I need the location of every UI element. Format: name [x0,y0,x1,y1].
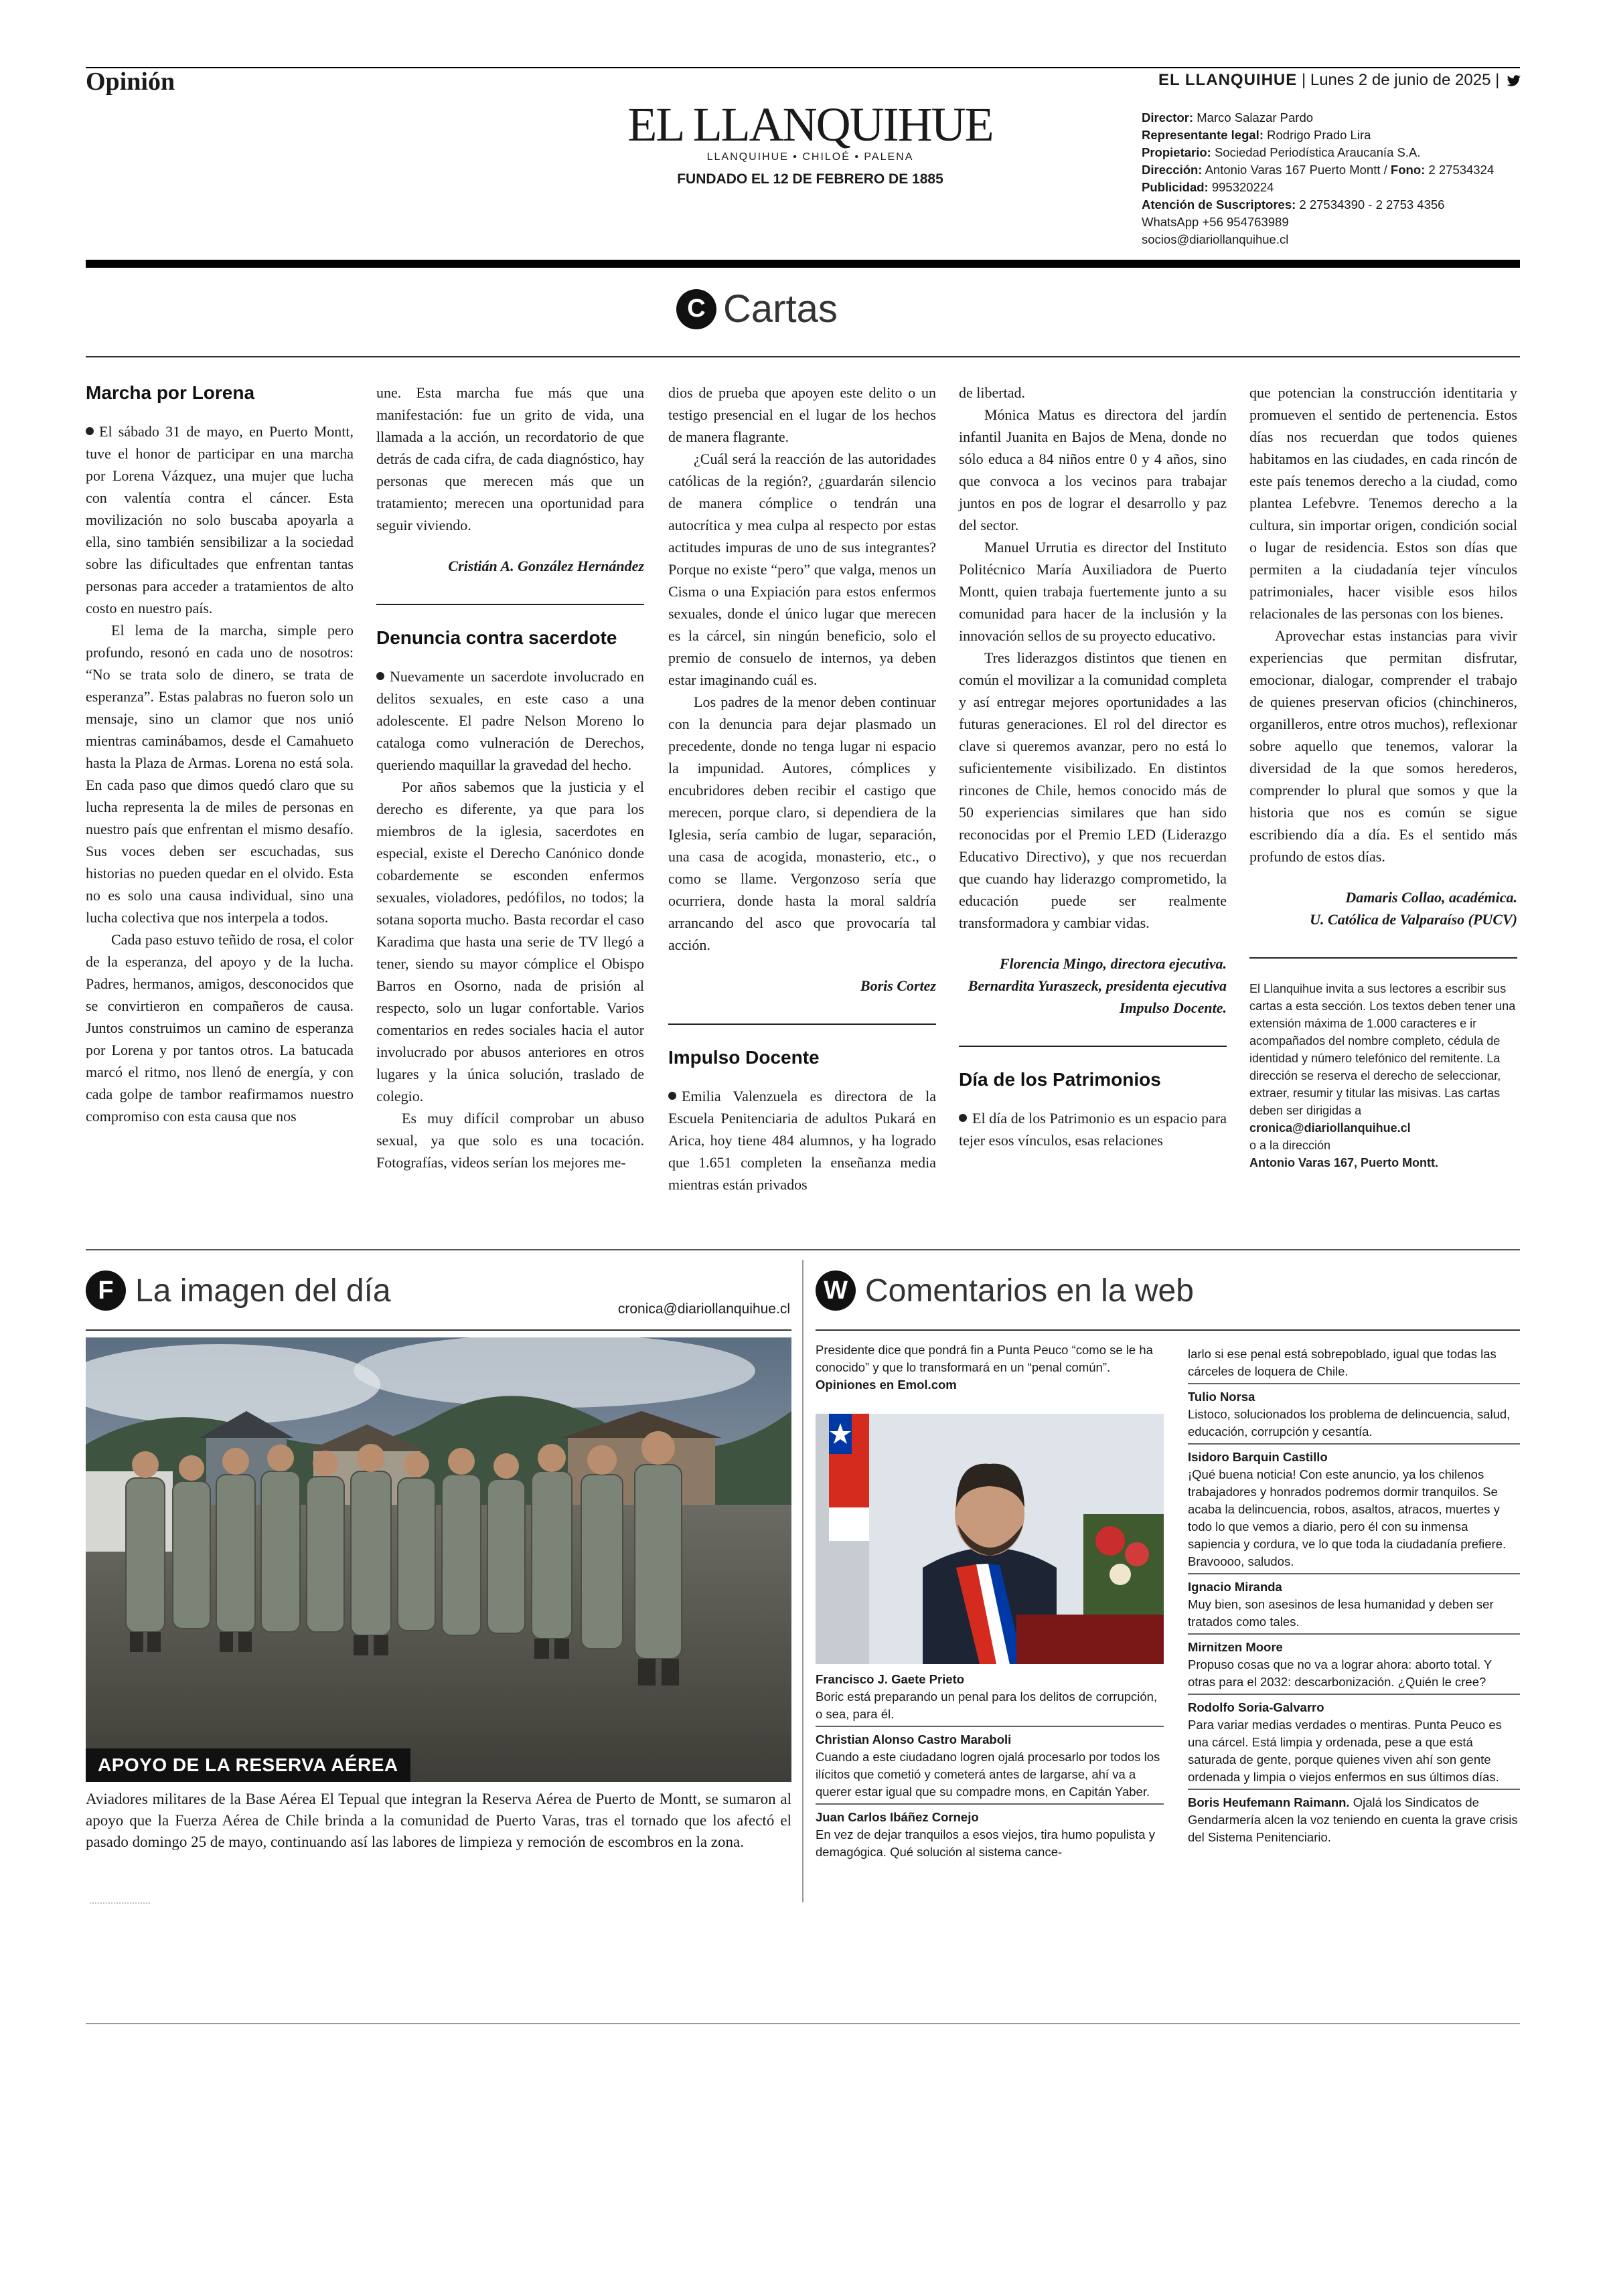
mid-rule [86,1249,1520,1250]
paragraph: Aprovechar estas instancias para vivir experiencias que permitan disfrutar, emocionar, dialogar, comprender el trabajo de quienes preservan oficios (chinchineros, organilleros, entre otros muchos), reflexionar sobre aquello que tenemos, valorar la diversidad de la que somos herederos, comprender lo plural que somos y que la historia que nos es común se sigue escribiendo día a día. Es el sentido más profundo de estos días. [1249,627,1517,865]
paragraph: Los padres de la menor deben continuar con la denuncia para dejar plasmado un precedente, donde no tenga lugar ni espacio la impunidad. Autores, cómplices y encubridores deben recibir el castigo que merecen, porque claro, si dependiera de la Iglesia, sería cambio de lugar, separación, una casa de acogida, monasterio, etc., o como se llame. Vergonzoso sería que ocurriera, donde hasta la moral saldría arrancando del asco que provocaría tal acción. [668,693,936,953]
comment [816,1809,1164,1864]
letters-column-3 [668,382,936,1196]
paragraph: Manuel Urrutia es director del Instituto Politécnico María Auxiliadora de Puerto Montt, quien trabaja fuertemente junto a su comunidad para hacer de la inclusión y la innovación sellos de su proyecto educativo. [959,539,1227,644]
web-comments-left [816,1671,1164,1868]
staff-line: Representante legal: Rodrigo Prado Lira [1142,128,1371,142]
signature: Cristián A. González Hernández [448,558,644,574]
masthead [603,100,1018,187]
decorative-dots [90,1902,150,1904]
cartas-title: Cartas [723,287,838,331]
cartas-rule [86,356,1520,357]
comment [1188,1639,1520,1695]
staff-line: Atención de Suscriptores: 2 27534390 - 2 2753 4356 [1142,197,1445,212]
staff-line: WhatsApp +56 954763989 [1142,215,1289,229]
paragraph: El sábado 31 de mayo, en Puerto Montt, tuve el honor de participar en una marcha por Lorena Vázquez, una mujer que lucha con valentía contra el cáncer. Esta movilización no solo buscaba apoyarla a ella, sino también sensibilizar a la sociedad sobre las dificultades que enfrentan tantas personas para acceder a tratamientos de alto costo en nuestro país. [86,423,354,617]
signature-block [959,953,1227,1019]
imagen-rule [86,1329,791,1331]
comment-text: En vez de dejar tranquilos a esos viejos, tira humo populista y demagógica. Qué solución al sistema cance- [816,1827,1155,1859]
comment-author: Rodolfo Soria-Galvarro [1188,1700,1324,1714]
comment-text: Ojalá los Sindicatos de Gendarmería alcen la voz teniendo en cuenta la grave crisis del Sistema Penitenciario. [1188,1795,1518,1844]
paragraph: ¿Cuál será la reacción de las autoridades católicas de la región?, ¿guardarán silencio de manera cómplice o tendrán una autocrítica y mea culpa al respecto por estas actitudes impuras de uno de sus integrantes? Porque no existe “pero” que valga, menos un Cisma o una Expiación para estos enfermos sexuales, donde el único lugar que merecen es la cárcel, sin ningún beneficio, solo el premio de consuelo de internos, ya deben estar imaginando cuál es. [668,450,936,688]
letter-title-denuncia: Denuncia contra sacerdote [376,627,617,648]
masthead-subtitle: LLANQUIHUE • CHILOÉ • PALENA [706,151,914,163]
signature-block [1249,886,1517,930]
signature: Florencia Mingo, directora ejecutiva. [999,955,1227,972]
letter-title-impulso: Impulso Docente [668,1047,820,1068]
web-source[interactable]: Opiniones en Emol.com [816,1378,957,1392]
dateline [1158,71,1521,90]
staff-box [1142,109,1520,248]
comment-text: Propuso cosas que no va a lograr ahora: aborto total. Y otras para el 2032: descarbonización. ¿Quién le cree? [1188,1657,1492,1689]
comment [1188,1388,1520,1445]
paragraph: une. Esta marcha fue más que una manifestación: fue un grito de vida, una llamada a la acción, un recordatorio de que detrás de cada cifra, de cada diagnóstico, hay personas que merecen más que un tratamiento; merecen una oportunidad para seguir viviendo. [376,384,644,534]
comment-author: Juan Carlos Ibáñez Cornejo [816,1810,979,1824]
bullet-icon [959,1114,967,1122]
submission-note: El Llanquihue invita a sus lectores a escribir sus cartas a esta sección. Los textos deben tener una extensión máxima de 1.000 caracteres e ir acompañados del nombre completo, cédula de identidad y número telefónico del remitente. La dirección se reserva el derecho de seleccionar, extraer, resumir y titular las misivas. Las cartas deben ser dirigidas a cronica@diariollanquihue.cl o a la dirección Antonio Varas 167, Puerto Montt. [1249,982,1516,1169]
dateline-sep: | [1301,71,1310,89]
comment [1188,1699,1520,1790]
signature-block [376,555,644,577]
photo-president-illustration [816,1414,1164,1664]
comment-author: Mirnitzen Moore [1188,1640,1283,1654]
paragraph: Mónica Matus es directora del jardín infantil Juanita en Bajos de Mena, donde no sólo educa a 84 niños entre 0 y 4 años, sino que convoca a los vecinos para trabajar juntos en pos de lograr el desarrollo y paz del sector. [959,406,1227,534]
web-title: Comentarios en la web [865,1273,1194,1309]
signature: Damaris Collao, académica. [1345,889,1517,906]
comment-author: Ignacio Miranda [1188,1580,1282,1594]
paragraph: Por años sabemos que la justicia y el derecho es diferente, ya que para los miembros de la iglesia, sacerdotes en especial, existe el Derecho Canónico donde cobardemente se esconden enfermos sexuales, violadores, pedófilos, no todos; la sotana soporta mucho. Basta recordar el caso Karadima que hasta una serie de TV llegó a tener, siendo su mayor cómplice el Obispo Barros en Osorno, nada de prisión al respecto, solo un lugar confortable. Varios comentarios en redes sociales hacia el autor involucrado por abusos anteriores en otros lugares y la única solución, traslado de colegio. [376,778,644,1104]
comment-text: Listoco, solucionados los problema de delincuencia, salud, educación, corrupción y cesantía. [1188,1407,1511,1439]
dateline-date: Lunes 2 de junio de 2025 [1310,71,1491,89]
signature-block [668,975,936,997]
comment-author: Tulio Norsa [1188,1390,1255,1404]
comment-continuation [1188,1345,1520,1384]
bottom-rule [86,2023,1520,2024]
photo-reserva-aerea [86,1337,791,1782]
separator [668,1023,936,1025]
cartas-header [676,286,838,331]
web-header [816,1270,1194,1311]
comment [1188,1578,1520,1635]
paragraph: Cada paso estuvo teñido de rosa, el color de la esperanza, del apoyo y de la lucha. Padres, hermanos, amigos, desconocidos que se convirtieron en compañeros de causa. Juntos construimos un camino de esperanza por Lorena y por tantos otros. La batucada marcó el ritmo, nos llenó de energía, y con cada golpe de tambor reafirmamos nuestro compromiso con esta causa que nos [86,931,354,1125]
photo-label: APOYO DE LA RESERVA AÉREA [86,1748,410,1782]
paragraph: Nuevamente un sacerdote involucrado en delitos sexuales, en este caso a una adolescente. El padre Nelson Moreno lo cataloga como vulneración de Derechos, queriendo maquillar la gravedad del hecho. [376,668,644,773]
separator [376,604,644,605]
comment-author: Isidoro Barquin Castillo [1188,1450,1328,1464]
signature: Boris Cortez [860,977,936,994]
submission-email[interactable]: cronica@diariollanquihue.cl [1249,1121,1411,1135]
bullet-icon [86,427,94,435]
staff-line: Director: Marco Salazar Pardo [1142,110,1314,125]
imagen-header [86,1270,391,1311]
paragraph: El lema de la marcha, simple pero profundo, resonó en cada uno de nosotros: “No se trata solo de dinero, se trata de esperanza”. Estas palabras no fueron solo un mensaje, sino un clamor que nos unió mientras caminábamos, desde el Camahueto hasta la Plaza de Armas. Lorena no está sola. En cada paso que dimos quedó claro que su lucha representa la de miles de personas en nuestro país que enfrentan el mismo desafío. Sus voces deben ser escuchadas, sus historias no pueden quedar en el olvido. Esta no es solo una causa individual, sino una lucha colectiva que nos interpela a todos. [86,622,354,926]
comment [1188,1794,1520,1849]
web-rule [816,1329,1520,1331]
separator [1249,957,1517,959]
staff-email[interactable]: socios@diariollanquihue.cl [1142,232,1289,246]
staff-line: Publicidad: 995320224 [1142,180,1274,194]
paragraph: El día de los Patrimonio es un espacio para tejer esos vínculos, esas relaciones [959,1110,1227,1149]
comment-text: Cuando a este ciudadano logren ojalá procesarlo por todos los ilícitos que cometió y cometerá antes de largarse, ahí va a querer estar igual que su compadre mons, en Capitán Yaber. [816,1750,1160,1799]
separator [959,1046,1227,1047]
paragraph: de libertad. [959,384,1025,401]
letter-title-patrimonios: Día de los Patrimonios [959,1069,1161,1090]
dateline-paper: EL LLANQUIHUE [1158,71,1298,89]
comment [1188,1449,1520,1574]
comment-author: Christian Alonso Castro Maraboli [816,1732,1012,1746]
comment-text: Boric está preparando un penal para los delitos de corrupción, o sea, para él. [816,1690,1158,1721]
letters-column-4 [959,382,1227,1151]
letters-column-1 [86,382,354,1127]
letters-column-5 [1249,382,1517,1171]
paragraph: Es muy difícil comprobar un abuso sexual, ya que solo es una tocación. Fotografías, videos serían los mejores me- [376,1110,644,1171]
section-label: Opinión [86,68,175,96]
signature: Bernardita Yuraszeck, presidenta ejecutiva Impulso Docente. [968,977,1227,1016]
masthead-founded: FUNDADO EL 12 DE FEBRERO DE 1885 [677,171,943,187]
bullet-icon [668,1092,676,1100]
staff-line: Propietario: Sociedad Periodística Araucanía S.A. [1142,145,1421,159]
comment [816,1731,1164,1805]
dateline-sep-2: | [1495,71,1504,89]
imagen-title: La imagen del día [135,1273,391,1309]
comment-text: ¡Qué buena noticia! Con este anuncio, ya los chilenos trabajadores y honrados podremos dormir tranquilos. Se acaba la delincuencia, robos, asaltos, atracos, muertes y todo lo que vemos a diario, pero él con su inmensa sapiencia y cordura, ve lo que toda la ciudadanía prefiere. Bravoooo, saludos. [1188,1467,1507,1568]
paragraph: Emilia Valenzuela es directora de la Escuela Penitenciaria de adultos Pukará en Arica, hoy tiene 484 alumnos, y ha logrado que 1.651 completen la enseñanza media mientras están privados [668,1088,936,1193]
masthead-title: EL LLANQUIHUE [627,98,993,151]
imagen-email[interactable]: cronica@diariollanquihue.cl [617,1301,790,1317]
staff-line: Dirección: Antonio Varas 167 Puerto Montt / Fono: 2 27534324 [1142,163,1495,177]
paragraph: Tres liderazgos distintos que tienen en común el movilizar a la comunidad completa y así entregar mejores oportunidades a las futuras generaciones. El rol del director es clave si queremos avanzar, pero no está lo suficientemente visibilizado. En distintos rincones de Chile, hemos conocido más de 50 experiencias similares que han sido reconocidas por el Premio LED (Liderazgo Educativo Directivo), y que nos recuerdan que cuando hay liderazgo comprometido, la educación puede ser realmente transformadora y cambiar vidas. [959,649,1227,931]
comment-text: Muy bien, son asesinos de lesa humanidad y deben ser tratados como tales. [1188,1597,1494,1629]
paragraph: que potencian la construcción identitaria y promueven el sentido de pertenencia. Estos días nos recuerdan que todos quienes habitamos en las ciudades, en cada rincón de este país tenemos derecho a la ciudad, como plantea Lefebvre. Tenemos derecho a la cultura, sin importar origen, condición social o lugar de residencia. Estos son días que permiten a la ciudadanía tejer vínculos patrimoniales, hacer visible esos hilos relacionales de las personas con los bienes. [1249,384,1517,622]
cartas-letter-icon: C [676,289,716,329]
vertical-divider [802,1260,804,1902]
bullet-icon [376,672,384,680]
comment-text: larlo si ese penal está sobrepoblado, igual que todas las cárceles de loquera de Chile. [1188,1347,1497,1378]
photo-soldiers-illustration [86,1337,791,1782]
web-comments-right [1188,1345,1520,1853]
letters-column-2 [376,382,644,1173]
header-top-rule [86,67,1520,68]
letter-title-marcha: Marcha por Lorena [86,382,255,403]
comment [816,1671,1164,1727]
comment-author: Boris Heufemann Raimann. [1188,1795,1350,1809]
imagen-letter-icon: F [86,1270,126,1311]
signature: U. Católica de Valparaíso (PUCV) [1310,911,1517,928]
twitter-icon[interactable] [1507,75,1521,87]
web-letter-icon: W [816,1270,856,1311]
header-bottom-rule [86,260,1520,268]
comment-text: Para variar medias verdades o mentiras. Punta Peuco es una cárcel. Está limpia y ordenada, pese a que está saturada de gente, porque quienes viven ahí son gente ordenada y limpia o viejos enfermos en sus últimos días. [1188,1718,1502,1784]
web-lead: Presidente dice que pondrá fin a Punta Peuco “como se le ha conocido” y que lo transformará en un “penal común”. Opiniones en Emol.com [816,1343,1153,1392]
photo-caption: Aviadores militares de la Base Aérea El Tepual que integran la Reserva Aérea de Puerto de Montt, se sumaron al apoyo que la Fuerza Aérea de Chile brinda a la comunidad de Puerto Varas, tras el tornado que los afectó el pasado domingo 25 de mayo, continuando así las labores de limpieza y remoción de escombros en la zona. [86,1791,791,1850]
paragraph: dios de prueba que apoyen este delito o un testigo presencial en el lugar de los hechos de manera flagrante. [668,384,936,445]
comment-author: Francisco J. Gaete Prieto [816,1672,965,1686]
photo-president [816,1414,1164,1664]
